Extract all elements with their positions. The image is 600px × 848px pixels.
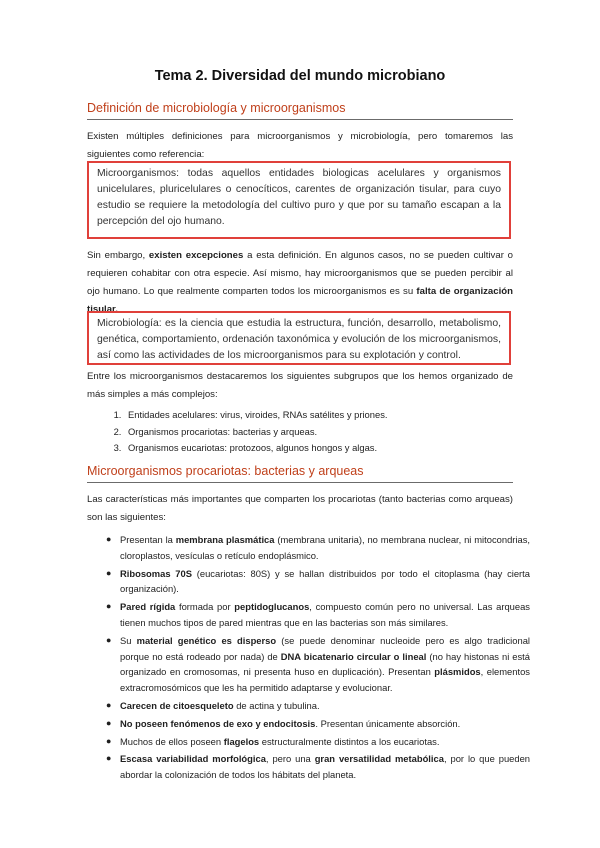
text-run: Presentan la [120,534,176,545]
text-run: . Presentan únicamente absorción. [315,717,461,729]
text-run: Muchos de ellos poseen [120,735,224,747]
definition-text-microorganismos: Microorganismos: todas aquellos entidades biologicas acelulares y organismos unicelulares, pluricelulares o cenocíticos, carentes de organización tisular, para cuyo estudio se requiere la metodología del cultivo puro y que por su tamaño escapan a la percepción del ojo humano. [97,168,501,227]
list-item [106,566,530,598]
bold-run: Pared rígida [120,601,176,613]
bold-run: gran versatilidad metabólica [314,753,444,765]
text-run: (no hay histonas ni está organizado en cromosomas, ni presenta huso en duplicación). Presentan [120,650,531,678]
list-item: 1. Entidades acelulares: virus, viroides, RNAs satélites y priones. [124,407,388,424]
heading-underline [87,482,513,483]
list-item [106,751,531,783]
bold-run: material genético es disperso [136,634,277,646]
bold-run: Carecen de citoesqueleto [120,699,234,711]
definition-text-microbiologia: Microbiología: es la ciencia que estudia la estructura, función, desarrollo, metabolismo, genética, comportamiento, ordenación taxonómica y evolución de los microorganismos, así como las actividades de los microorganismos para su explotación y control. [97,318,501,361]
heading-underline [87,119,513,120]
text-run: formada por [175,601,235,613]
text-run: Sin embargo, [87,250,149,261]
text-run: (se puede denominar nucleoide pero es algo tradicional porque no está rodeado por nada) de [120,634,530,662]
bullet-icon: ● [106,634,112,645]
definition-box-microorganismos [87,161,511,239]
list-item [106,599,530,631]
bold-run: Ribosomas 70S [120,567,192,579]
subgroups-paragraph: Entre los microorganismos destacaremos los siguientes subgrupos que los hemos organizado de más simples a más complejos: [87,371,513,400]
bold-run: No poseen fenómenos de exo y endocitosis [120,717,316,729]
bold-run: membrana plasmática [175,534,275,545]
bold-run: plásmidos [434,666,481,678]
list-item [106,532,530,564]
bold-run: existen excepciones [148,250,244,261]
bold-run: DNA bicatenario circular o lineal [280,650,427,662]
text-run: (membrana unitaria), no membrana nuclear, ni mitocondrias, cloroplastos, vesículas o retículo endoplásmico. [120,534,530,561]
bold-run: peptidoglucanos [234,601,310,613]
bold-run: flagelos [223,735,260,747]
text-run: (eucariotas: 80S) y se hallan distribuidos por todo el citoplasma (hay cierta organización). [120,567,530,595]
list-item [106,698,530,714]
list-item [106,716,530,732]
list-item: 3. Organismos eucariotas: protozoos, algunos hongos y algas. [124,440,388,457]
section-heading-procariotas: Microorganismos procariotas: bacterias y arqueas [87,464,364,478]
list-item [106,734,530,750]
list-item: 2. Organismos procariotas: bacterias y arqueas. [124,424,388,441]
definition-box-microbiologia [87,311,511,365]
bullet-icon: ● [106,567,112,578]
bullet-icon: ● [106,717,112,728]
text-run: , pero una [265,753,315,765]
bullet-icon: ● [106,753,112,764]
text-run: Su [120,634,137,646]
text-run: a esta definición. En algunos casos, no se pueden cultivar o requieren cohabitar con otra especie. Así mismo, hay microorganismos que se pueden percibir al ojo humano. Lo que realmente comparten todos los microorganismos es su [87,250,513,297]
intro-paragraph: Existen múltiples definiciones para microorganismos y microbiología, pero tomaremos las siguientes como referencia: [87,131,513,160]
bullet-icon: ● [106,735,112,746]
text-run: , por lo que pueden abordar la colonización de todos los hábitats del planeta. [120,753,531,781]
list-item [106,633,531,696]
bold-run: falta de organización tisular. [87,286,513,315]
text-run: estructuralmente distintos a los eucariotas. [259,735,440,747]
text-run: , compuesto común pero no universal. Las arqueas tienen muchos tipos de pared mientras que en las bacterias son más similares. [120,601,530,628]
bullet-icon: ● [106,534,112,544]
text-run: de actina y tubulina. [233,699,320,711]
procariotas-intro-paragraph: Las características más importantes que comparten los procariotas (tanto bacterias como arqueas) son las siguientes: [87,494,513,523]
bold-run: Escasa variabilidad morfológica [120,753,266,765]
page-title: Tema 2. Diversidad del mundo microbiano [154,68,446,84]
characteristics-list [106,532,530,783]
subgroups-list [104,407,388,457]
section-heading-definicion: Definición de microbiología y microorganismos [87,101,346,115]
bullet-icon: ● [106,699,112,710]
exceptions-paragraph [87,247,513,319]
bullet-icon: ● [106,601,112,612]
text-run: , elementos extracromosómicos que les ha permitido adaptarse y evolucionar. [120,666,530,694]
